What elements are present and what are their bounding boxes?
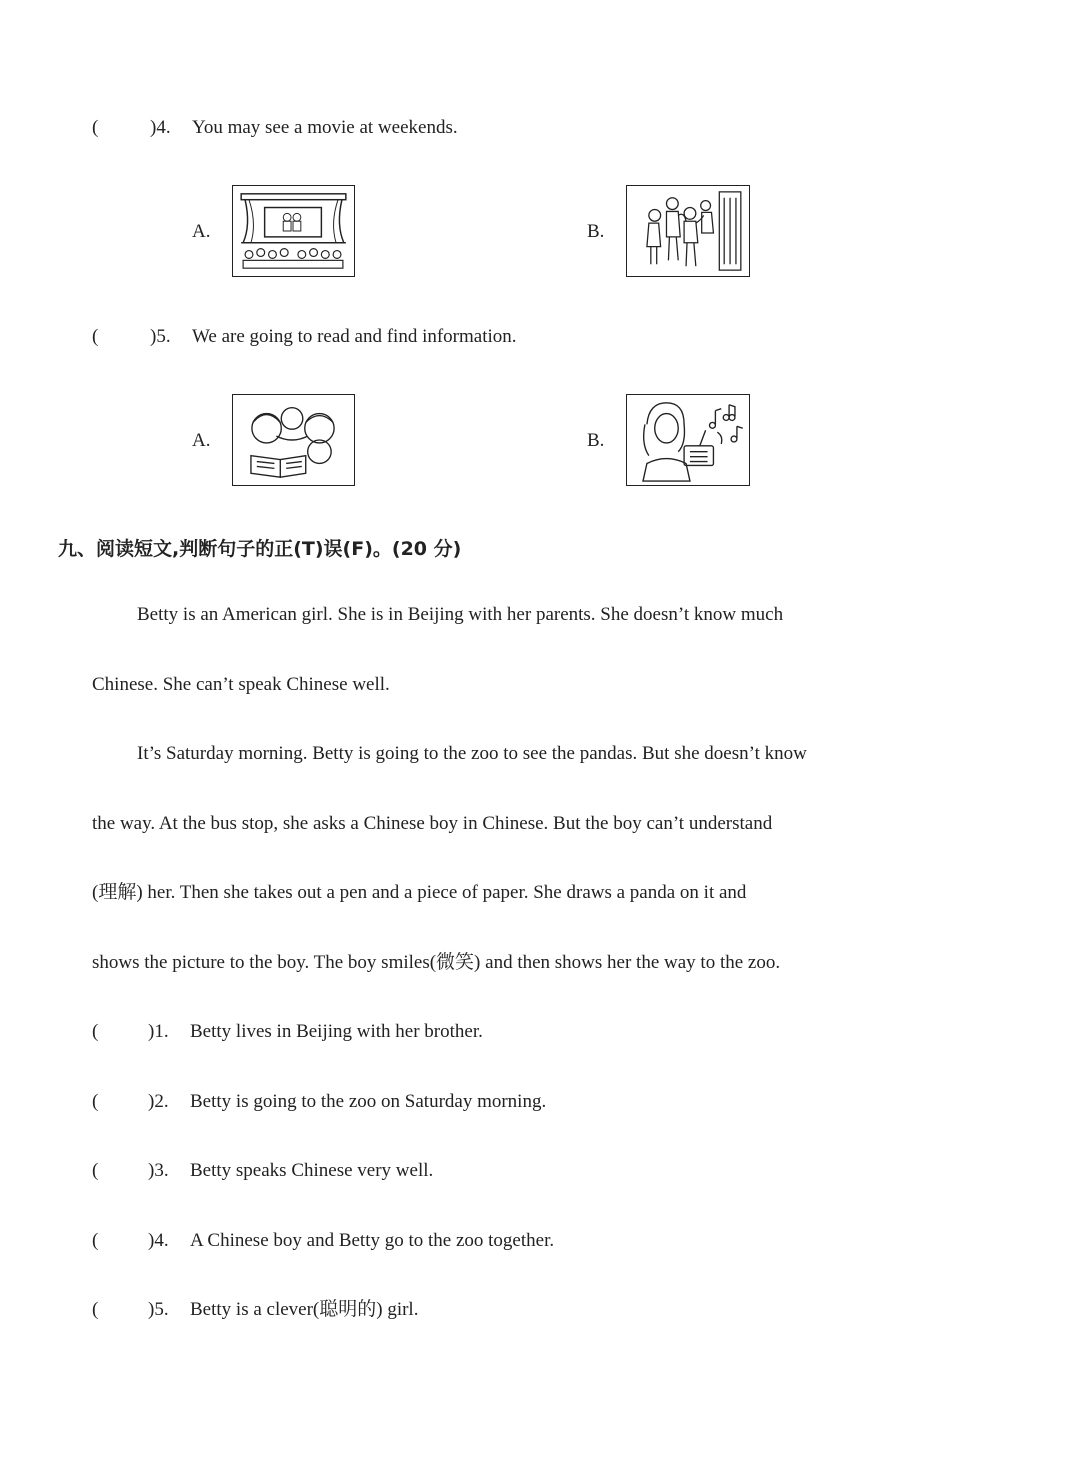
- children-reading-book-icon: [233, 395, 354, 485]
- option-label-b: B.: [587, 221, 605, 242]
- statement-number: )4.: [148, 1230, 169, 1251]
- option-label-a: A.: [192, 430, 211, 451]
- children-dancing-icon[interactable]: [626, 185, 750, 277]
- question-number: )5.: [150, 326, 171, 347]
- answer-paren[interactable]: (: [92, 1299, 99, 1320]
- theater-stage-audience-icon[interactable]: [232, 185, 355, 277]
- answer-paren[interactable]: (: [92, 1160, 99, 1181]
- statement-text: Betty speaks Chinese very well.: [190, 1160, 434, 1181]
- option-label-a: A.: [192, 221, 211, 242]
- answer-paren[interactable]: (: [92, 1021, 99, 1042]
- passage-line: shows the picture to the boy. The boy smiles(微笑) and then shows her the way to the zoo.: [92, 952, 781, 973]
- statement-number: )5.: [148, 1299, 169, 1320]
- statement-text: Betty is a clever(聪明的) girl.: [190, 1299, 419, 1320]
- children-reading-book-icon[interactable]: [232, 394, 355, 486]
- passage-line: It’s Saturday morning. Betty is going to the zoo to see the pandas. But she doesn’t know: [137, 743, 807, 764]
- statement-text: A Chinese boy and Betty go to the zoo together.: [190, 1230, 555, 1251]
- statement-text: Betty lives in Beijing with her brother.: [190, 1021, 483, 1042]
- statement-number: )2.: [148, 1091, 169, 1112]
- statement-text: Betty is going to the zoo on Saturday morning.: [190, 1091, 547, 1112]
- theater-stage-audience-icon: [233, 186, 354, 276]
- passage-line: the way. At the bus stop, she asks a Chinese boy in Chinese. But the boy can’t understand: [92, 813, 773, 834]
- children-dancing-icon: [627, 186, 749, 276]
- girl-listening-radio-icon: [627, 395, 749, 485]
- passage-line: Betty is an American girl. She is in Beijing with her parents. She doesn’t know much: [137, 604, 784, 625]
- answer-paren[interactable]: (: [92, 1230, 99, 1251]
- passage-line: (理解) her. Then she takes out a pen and a piece of paper. She draws a panda on it and: [92, 882, 747, 903]
- passage-line: Chinese. She can’t speak Chinese well.: [92, 674, 390, 695]
- question-number: )4.: [150, 117, 171, 138]
- statement-number: )1.: [148, 1021, 169, 1042]
- question-text: You may see a movie at weekends.: [192, 117, 458, 138]
- section-title: 九、阅读短文,判断句子的正(T)误(F)。(20 分): [58, 538, 462, 560]
- answer-paren[interactable]: (: [92, 117, 99, 138]
- girl-listening-radio-icon[interactable]: [626, 394, 750, 486]
- statement-number: )3.: [148, 1160, 169, 1181]
- answer-paren[interactable]: (: [92, 1091, 99, 1112]
- option-label-b: B.: [587, 430, 605, 451]
- answer-paren[interactable]: (: [92, 326, 99, 347]
- question-text: We are going to read and find information.: [192, 326, 517, 347]
